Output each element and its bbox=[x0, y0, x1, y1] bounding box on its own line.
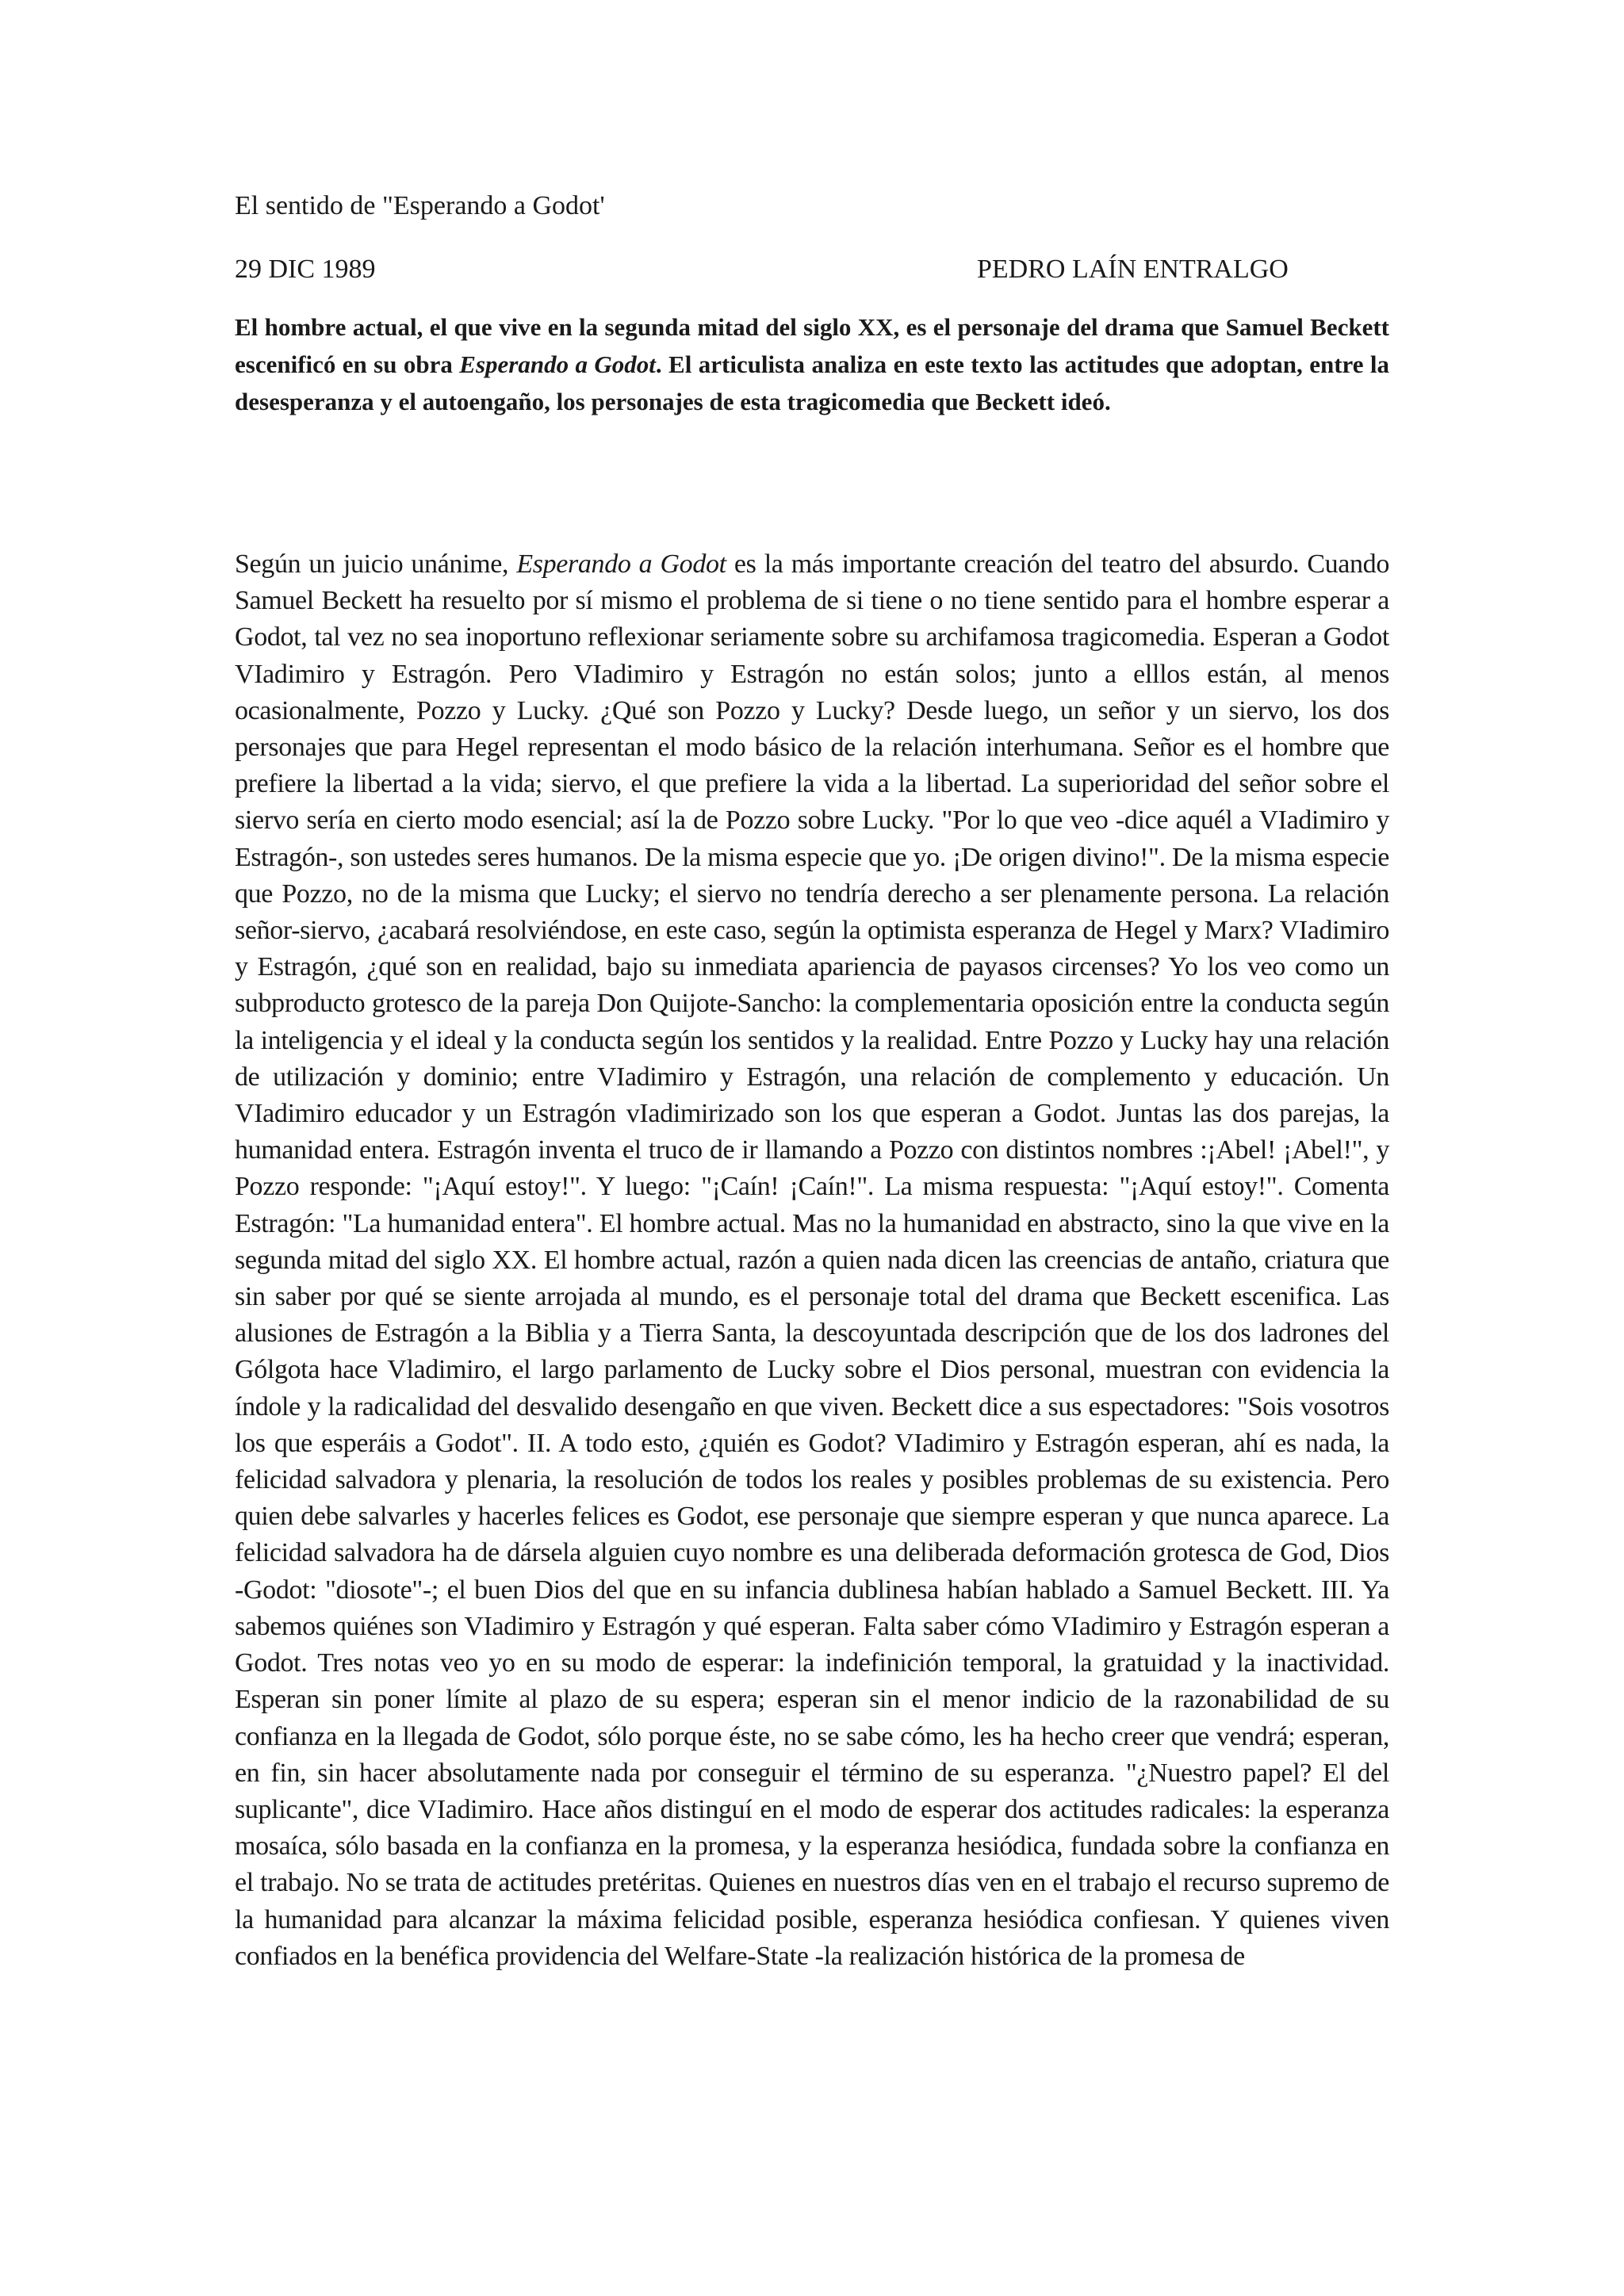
body-text: es la más importante creación del teatro del absurdo. Cuando Samuel Beckett ha resuelto por sí mismo el problema de si tiene o no tiene sentido para el hombre esperar a Godot, tal vez no sea inoportuno reflexionar seriamente sobre su archifamosa tragicomedia. Esperan a Godot VIadimiro y Estragón. Pero VIadimiro y Estragón no están solos; junto a elllos están, al menos ocasionalmente, Pozzo y Lucky. ¿Qué son Pozzo y Lucky? Desde luego, un señor y un siervo, los dos personajes que para Hegel representan el modo básico de la relación interhumana. Señor es el hombre que prefiere la libertad a la vida; siervo, el que prefiere la vida a la libertad. La superioridad del señor sobre el siervo sería en cierto modo esencial; así la de Pozzo sobre Lucky. "Por lo que veo -dice aquél a VIadimiro y Estragón-, son ustedes seres humanos. De la misma especie que yo. ¡De origen divino!". De la misma especie que Pozzo, no de la misma que Lucky; el siervo no tendría derecho a ser plenamente persona. La relación señor-siervo, ¿acabará resolviéndose, en este caso, según la optimista esperanza de Hegel y Marx? VIadimiro y Estragón, ¿qué son en realidad, bajo su inmediata apariencia de payasos circenses? Yo los veo como un subproducto grotesco de la pareja Don Quijote-Sancho: la complementaria oposición entre la conducta según la inteligencia y el ideal y la conducta según los sentidos y la realidad. Entre Pozzo y Lucky hay una relación de utilización y dominio; entre VIadimiro y Estragón, una relación de complemento y educación. Un VIadimiro educador y un Estragón vIadimirizado son los que esperan a Godot. Juntas las dos parejas, la humanidad entera. Estragón inventa el truco de ir llamando a Pozzo con distintos nombres :¡Abel! ¡Abel!", y Pozzo responde: "¡Aquí estoy!". Y luego: "¡Caín! ¡Caín!". La misma respuesta: "¡Aquí estoy!". Comenta Estragón: "La humanidad entera". El hombre actual. Mas no la humanidad en abstracto, sino la que vive en la segunda mitad del siglo XX. El hombre actual, razón a quien nada dicen las creencias de antaño, criatura que sin saber por qué se siente arrojada al mundo, es el personaje total del drama que Beckett escenifica. Las alusiones de Estragón a la Biblia y a Tierra Santa, la descoyuntada descripción que de los dos ladrones del Gólgota hace Vladimiro, el largo parlamento de Lucky sobre el Dios personal, muestran con evidencia la índole y la radicalidad del desvalido desengaño en que viven. Beckett dice a sus espectadores: "Sois vosotros los que esperáis a Godot". II. A todo esto, ¿quién es Godot? VIadimiro y Estragón esperan, ahí es nada, la felicidad salvadora y plenaria, la resolución de todos los reales y posibles problemas de su existencia. Pero quien debe salvarles y hacerles felices es Godot, ese personaje que siempre esperan y que nunca aparece. La felicidad salvadora ha de dársela alguien cuyo nombre es una deliberada deformación grotesca de God, Dios -Godot: "diosote"-; el buen Dios del que en su infancia dublinesa habían hablado a Samuel Beckett. III. Ya sabemos quiénes son VIadimiro y Estragón y qué esperan. Falta saber cómo VIadimiro y Estragón esperan a Godot. Tres notas veo yo en su modo de esperar: la indefinición temporal, la gratuidad y la inactividad. Esperan sin poner límite al plazo de su espera; esperan sin el menor indicio de la razonabilidad de su confianza en la llegada de Godot, sólo porque éste, no se sabe cómo, les ha hecho creer que vendrá; esperan, en fin, sin hacer absolutamente nada por conseguir el término de su esperanza. "¿Nuestro papel? El del suplicante", dice VIadimiro. Hace años distinguí en el modo de esperar dos actitudes radicales: la esperanza mosaíca, sólo basada en la confianza en la promesa, y la esperanza hesiódica, fundada sobre la confianza en el trabajo. No se trata de actitudes pretéritas. Quienes en nuestros días ven en el trabajo el recurso supremo de la humanidad para alcanzar la máxima felicidad posible, esperanza hesiódica confiesan. Y quienes viven confiados en la benéfica providencia del Welfare-State -la realización histórica de la promesa de bbox=[235, 549, 1389, 1971]
body-intro: Según un juicio unánime, bbox=[235, 549, 517, 579]
article-date: 29 DIC 1989 bbox=[235, 254, 376, 284]
body-work-title: Esperando a Godot bbox=[516, 549, 726, 579]
article-lead bbox=[235, 308, 1389, 420]
article-author: PEDRO LAÍN ENTRALGO bbox=[977, 254, 1289, 284]
article-title: El sentido de "Esperando a Godot' bbox=[235, 191, 605, 220]
lead-text-end: . El articulista analiza en este texto las actitudes que adoptan, entre la desesperanza y el autoengaño, los personajes de esta tragicomedia que Beckett ideó. bbox=[235, 350, 1389, 415]
lead-work-title: Esperando a Godot bbox=[459, 350, 656, 378]
lead-text-start: El hombre actual, el que vive en la segunda mitad del siglo XX, es el personaje del drama que Samuel Beckett escenificó en su obra bbox=[235, 313, 1389, 378]
article-body bbox=[235, 546, 1389, 1975]
